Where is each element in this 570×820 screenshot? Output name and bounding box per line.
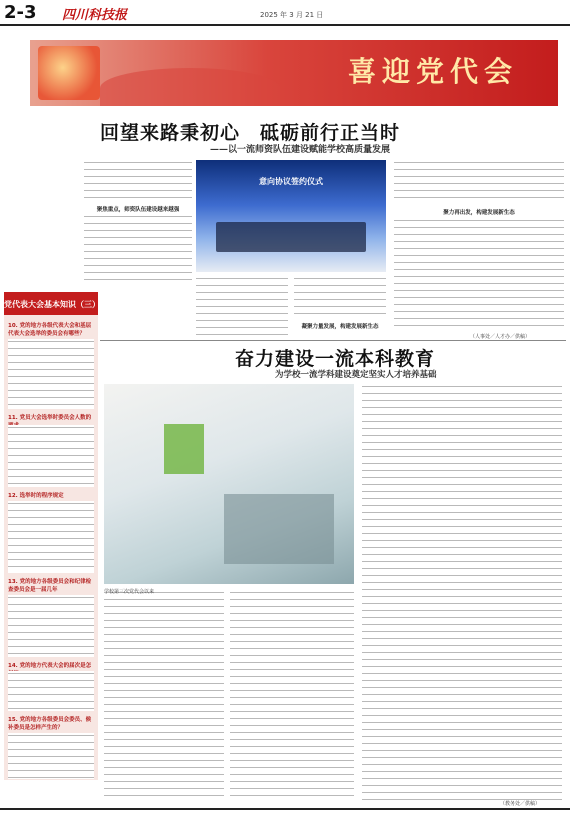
sidebar-item-13: 13. 党的地方各级委员会和纪律检查委员会是一届几年 — [8, 579, 92, 593]
article1-body-col2b — [294, 276, 386, 320]
sidebar-item-10: 10. 党的地方各级代表大会和基层代表大会选举的委员会有哪些？ — [8, 323, 92, 337]
photo-students — [224, 494, 334, 564]
article2-photo-caption: 学校第三次党代会以来 — [104, 589, 155, 595]
article1-lead-text — [84, 160, 192, 200]
sidebar-text-11 — [8, 425, 94, 487]
sidebar-item-12: 12. 选举时的程序规定 — [8, 493, 64, 499]
article1-subtitle: ——以一流师资队伍建设赋能学校高质量发展 — [210, 145, 391, 155]
article1-signature: （人事处／人才办／供稿） — [470, 334, 531, 340]
section-banner — [30, 40, 558, 106]
masthead-logo: 四川科技报 — [62, 8, 128, 23]
page-footer-rule — [0, 808, 570, 810]
article2-title: 奋力建设一流本科教育 — [235, 348, 436, 370]
page-number: 2-3 — [4, 2, 37, 23]
photo-plant-wall — [164, 424, 204, 474]
sidebar-text-14 — [8, 671, 94, 711]
sidebar-item-15: 15. 党的地方各级委员会委员、候补委员是怎样产生的？ — [8, 717, 92, 731]
sidebar-text-15 — [8, 733, 94, 779]
photo-banner-text: 意向协议签约仪式 — [259, 177, 323, 186]
article2-body-col2 — [230, 590, 354, 800]
signing-ceremony-photo — [196, 160, 386, 272]
sidebar-text-12 — [8, 501, 94, 573]
article1-body-col2a — [196, 276, 288, 340]
sidebar-text-10 — [8, 339, 94, 409]
article1-body-col3b — [394, 218, 564, 330]
article2-subtitle: 为学校一流学科建设奠定坚实人才培养基础 — [275, 370, 437, 380]
sidebar-item-11: 11. 党员大会选举时委员会人数的 — [8, 415, 92, 421]
photo-signers — [216, 222, 366, 252]
article2-body-col3 — [362, 384, 562, 800]
article1-section-heading-3: 凝聚力量发展，构建发展新生态 — [301, 324, 379, 330]
sidebar-text-13 — [8, 595, 94, 657]
article1-body-col3a — [394, 160, 564, 204]
banner-title: 喜迎党代会 — [347, 55, 518, 88]
party-emblem-graphic — [38, 46, 100, 100]
article2-signature: （教务处／供稿） — [500, 801, 541, 807]
sidebar-item-14: 14. 党的地方代表大会的届次是怎 — [8, 663, 92, 669]
article1-body-col1 — [84, 214, 192, 286]
article1-section-heading-1: 聚焦重点，师资队伍建设越来越强 — [96, 207, 180, 213]
sidebar-knowledge-box — [4, 292, 98, 780]
banner-decoration — [100, 68, 280, 106]
classroom-photo — [104, 384, 354, 584]
article1-title: 回望来路秉初心 砥砺前行正当时 — [100, 122, 401, 144]
divider — [100, 340, 566, 341]
article1-section-heading-4: 聚力再出发，构建发展新生态 — [443, 210, 515, 216]
sidebar-title: 党代表大会基本知识（三） — [4, 295, 98, 315]
article2-body-col1 — [104, 590, 224, 800]
issue-date: 2025 年 3 月 21 日 — [260, 11, 324, 19]
page-header — [0, 0, 570, 26]
